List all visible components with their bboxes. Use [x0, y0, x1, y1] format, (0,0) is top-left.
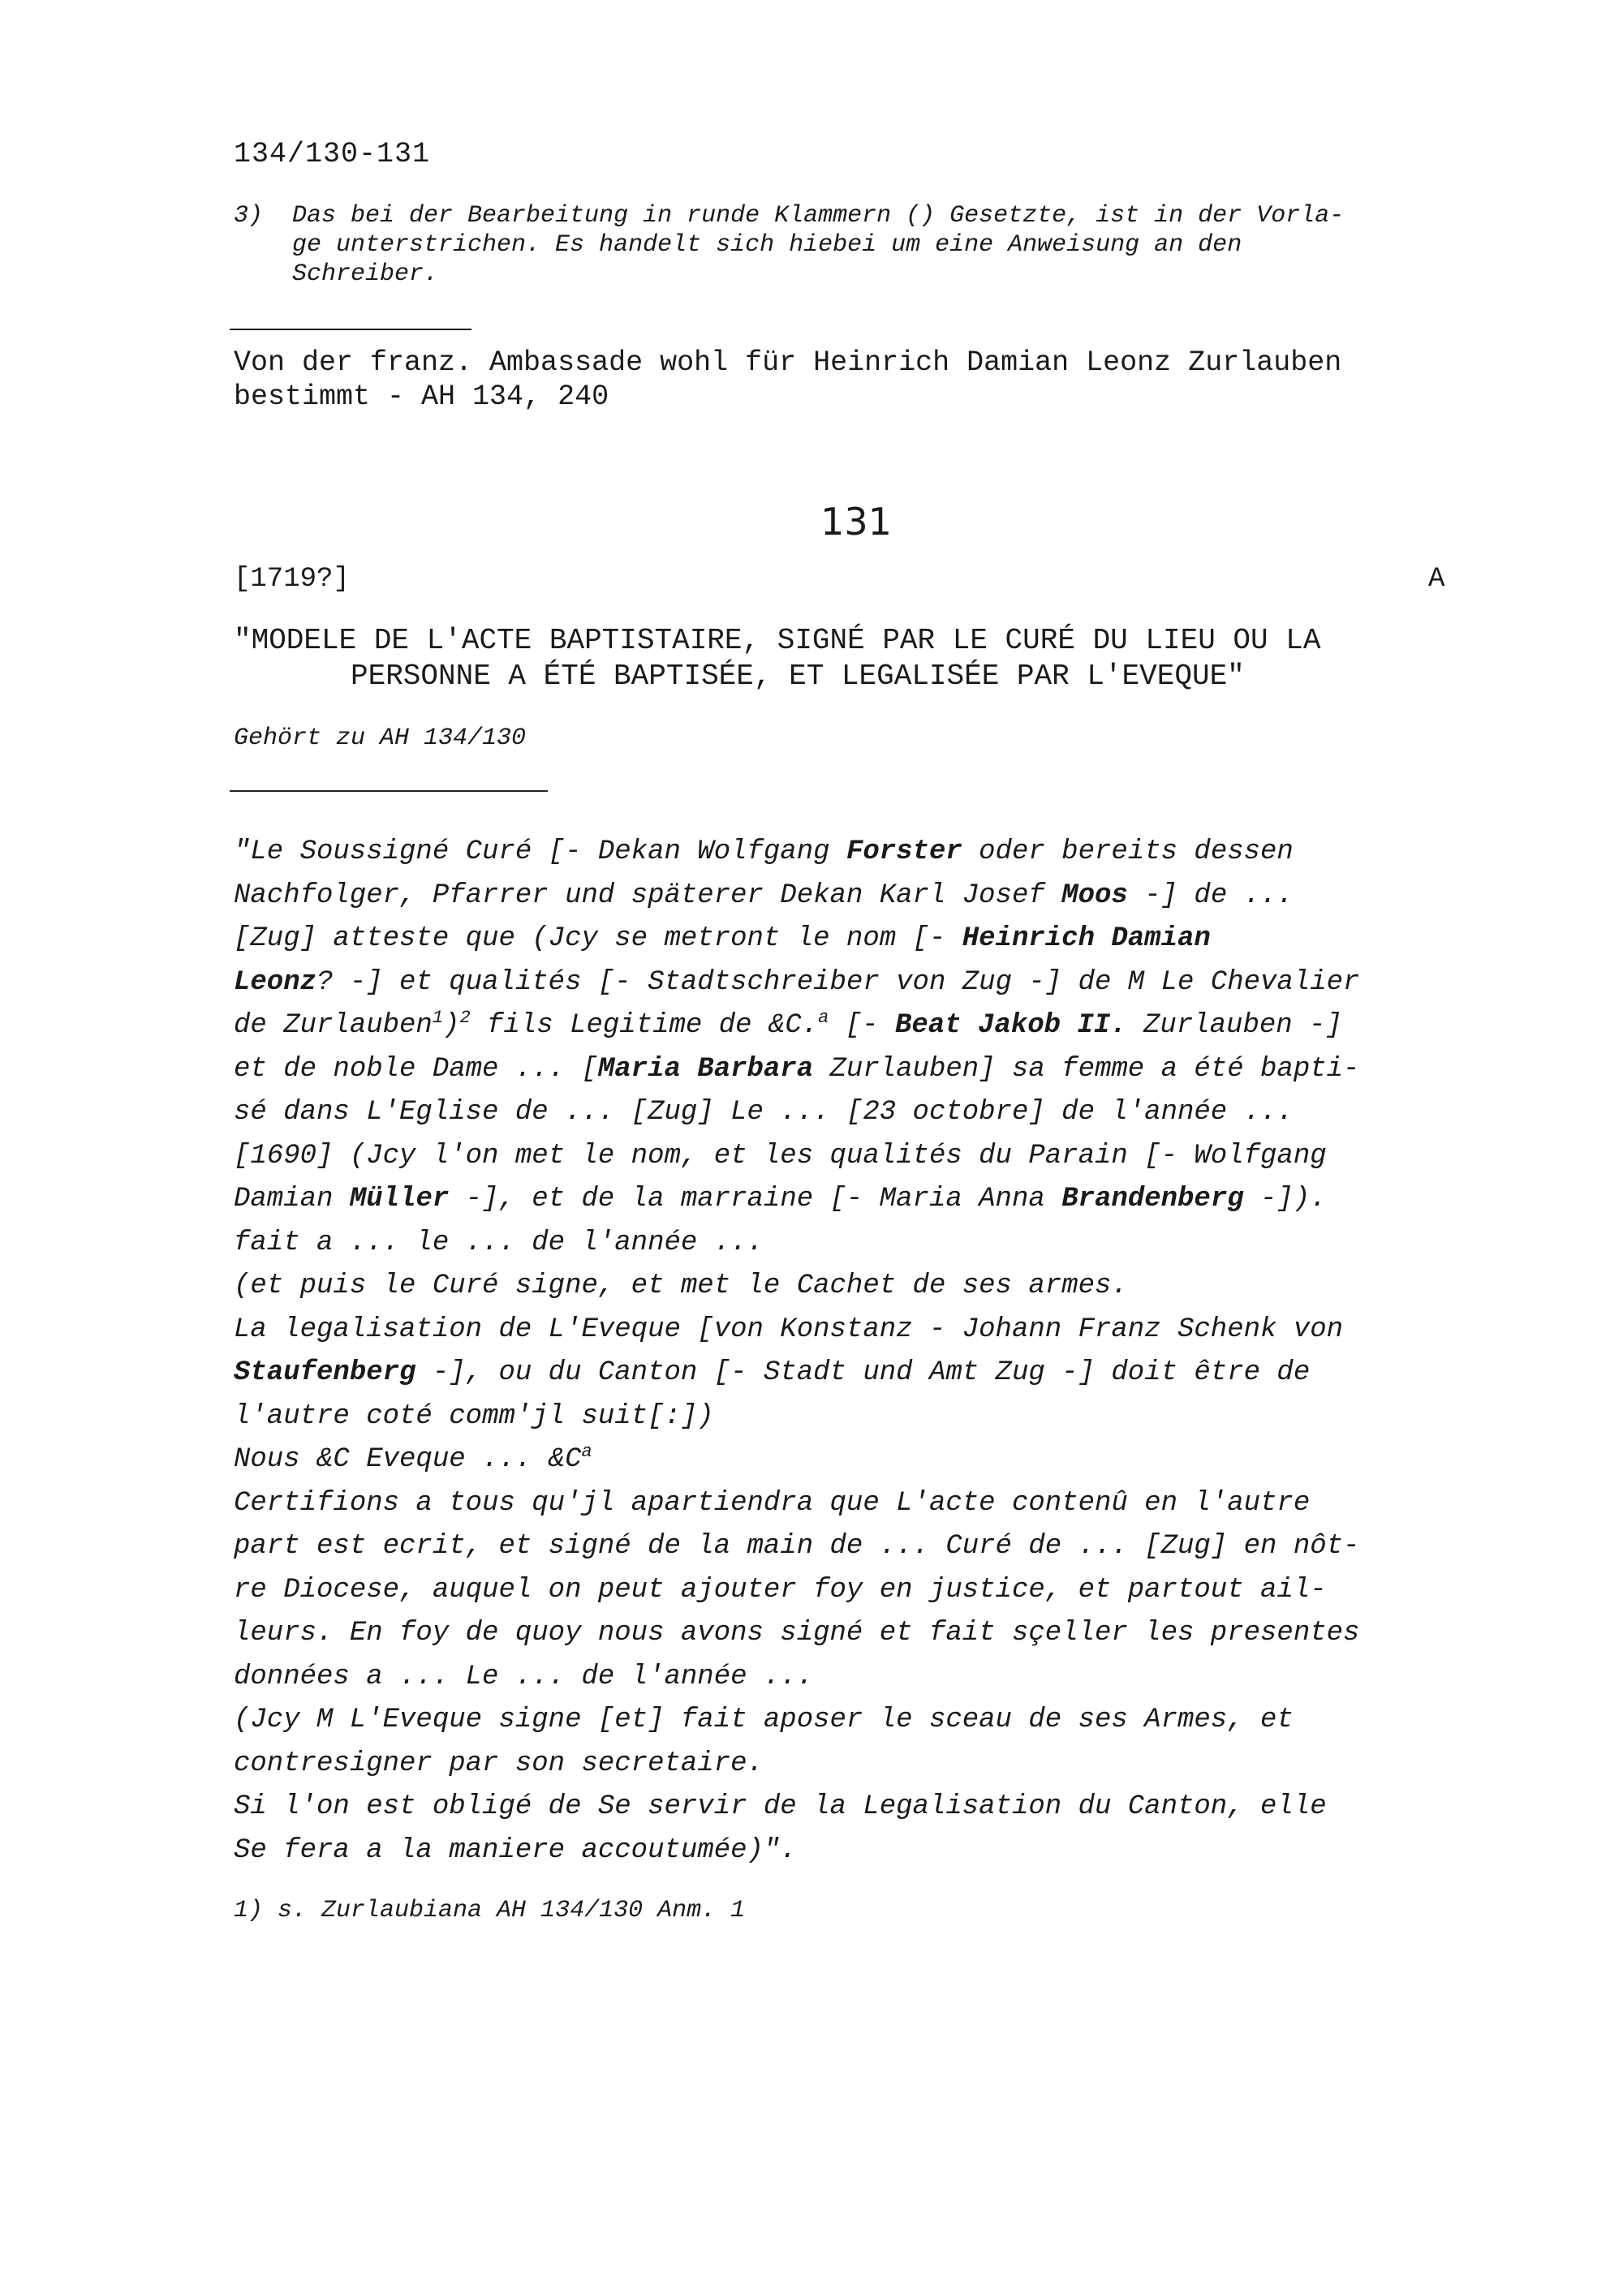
- name-emphasis: Müller: [349, 1184, 450, 1215]
- document-date: [1719?]: [234, 564, 350, 595]
- body-line: l'autre coté comm'jl suit[:]): [234, 1400, 714, 1432]
- body-line: Si l'on est obligé de Se servir de la Legalisation du Canton, elle: [234, 1791, 1327, 1822]
- page-footnote: 1) s. Zurlaubiana AH 134/130 Anm. 1: [234, 1897, 746, 1924]
- body-line: [Zug] atteste que (Jcy se metront le nom [- Heinrich Damian: [234, 923, 1211, 954]
- body-line: fait a ... le ... de l'année ...: [234, 1227, 764, 1258]
- body-line: La legalisation de L'Eveque [von Konstanz - Johann Franz Schenk von: [234, 1314, 1344, 1345]
- separator-rule: [230, 790, 548, 792]
- name-emphasis: Leonz: [234, 966, 317, 998]
- provenance-line: Von der franz. Ambassade wohl für Heinrich Damian Leonz Zurlauben: [234, 346, 1342, 379]
- name-emphasis: Moos: [1061, 879, 1128, 911]
- superscript-a: a: [581, 1442, 592, 1462]
- superscript-a: a: [818, 1008, 829, 1028]
- body-line: (et puis le Curé signe, et met le Cachet de ses armes.: [234, 1271, 1128, 1301]
- body-line: Staufenberg -], ou du Canton [- Stadt und Amt Zug -] doit être de: [234, 1357, 1311, 1388]
- footnote-number: 3): [234, 202, 264, 230]
- title-line: "MODELE DE L'ACTE BAPTISTAIRE, SIGNÉ PAR LE CURÉ DU LIEU OU LA: [234, 624, 1321, 657]
- body-line: données a ... Le ... de l'année ...: [234, 1661, 814, 1692]
- name-emphasis: Beat Jakob II.: [894, 1010, 1127, 1041]
- body-line: Damian Müller -], et de la marraine [- Maria Anna Brandenberg -]).: [234, 1184, 1327, 1215]
- body-line: re Diocese, auquel on peut ajouter foy en justice, et partout ail-: [234, 1574, 1327, 1606]
- separator-rule: [230, 329, 471, 330]
- body-line: Nous &C Eveque ... $\&C^a$: [234, 1442, 592, 1475]
- footnote-line: Schreiber.: [292, 260, 439, 288]
- document-letter: A: [1428, 564, 1445, 595]
- footnote-line: Das bei der Bearbeitung in runde Klammern () Gesetzte, ist in der Vorla-: [292, 202, 1345, 230]
- footnote-marker: 1: [432, 1008, 444, 1028]
- document-title: [234, 623, 1320, 694]
- provenance-note: [234, 346, 1341, 414]
- page-reference: 134/130-131: [234, 138, 431, 170]
- name-emphasis: Forster: [846, 836, 962, 867]
- body-line: de Zurlauben$^1$)$^2$ fils Legitime de &C.$^a$ [- Beat Jakob II. Zurlauben -]: [234, 1008, 1342, 1041]
- body-line: [1690] (Jcy l'on met le nom, et les qualités du Parain [- Wolfgang: [234, 1140, 1327, 1172]
- body-line: (Jcy M L'Eveque signe [et] fait aposer le sceau de ses Armes, et: [234, 1705, 1294, 1735]
- body-line: leurs. En foy de quoy nous avons signé et fait sçeller les presentes: [234, 1618, 1360, 1649]
- footnote-text: [292, 201, 1344, 289]
- name-emphasis: Staufenberg: [234, 1357, 416, 1388]
- body-line: Leonz? -] et qualités [- Stadtschreiber von Zug -] de M Le Chevalier: [234, 966, 1360, 998]
- body-line: Nachfolger, Pfarrer und späterer Dekan Karl Josef Moos -] de ...: [234, 879, 1294, 911]
- footnote-marker: 2: [459, 1008, 471, 1028]
- body-line: Se fera a la maniere accoutumée)".: [234, 1834, 797, 1866]
- name-emphasis: Heinrich Damian: [962, 923, 1211, 954]
- body-line: part est ecrit, et signé de la main de ... Curé de ... [Zug] en nôt-: [234, 1531, 1360, 1562]
- body-line: Certifions a tous qu'jl apartiendra que L'acte contenû en l'autre: [234, 1487, 1311, 1519]
- body-line: sé dans L'Eglise de ... [Zug] Le ... [23 octobre] de l'année ...: [234, 1097, 1294, 1128]
- body-line: et de noble Dame ... [Maria Barbara Zurlauben] sa femme a été bapti-: [234, 1053, 1360, 1085]
- footnote-line: ge unterstrichen. Es handelt sich hiebei um eine Anweisung an den: [292, 231, 1242, 259]
- transcription-body: [234, 831, 1359, 1872]
- title-line: PERSONNE A ÉTÉ BAPTISÉE, ET LEGALISÉE PAR L'EVEQUE": [351, 660, 1245, 693]
- provenance-line: bestimmt - AH 134, 240: [234, 381, 609, 413]
- body-line: contresigner par son secretaire.: [234, 1748, 764, 1779]
- document-number: 131: [820, 500, 892, 544]
- name-emphasis: Maria Barbara: [597, 1053, 814, 1085]
- name-emphasis: Brandenberg: [1061, 1184, 1244, 1215]
- body-line: "Le Soussigné Curé [- Dekan Wolfgang Forster oder bereits dessen: [234, 836, 1294, 867]
- belongs-to-note: Gehört zu AH 134/130: [234, 724, 527, 752]
